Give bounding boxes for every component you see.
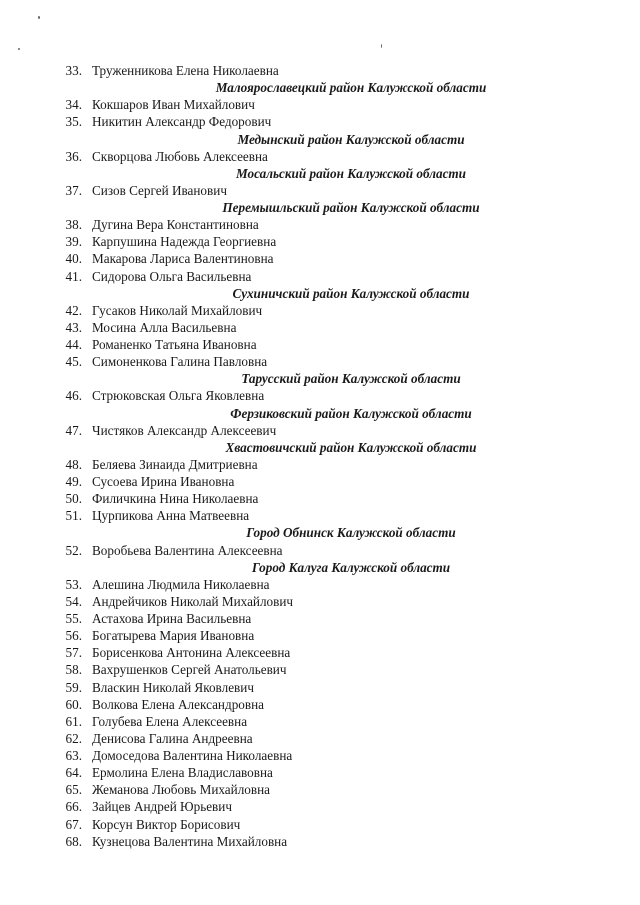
person-name: Карпушина Надежда Георгиевна (92, 234, 277, 250)
list-item (0, 696, 640, 713)
list-item (0, 833, 640, 850)
person-name: Кокшаров Иван Михайлович (92, 97, 255, 113)
list-item (0, 216, 640, 233)
person-name: Волкова Елена Александровна (92, 696, 265, 712)
district-header: Перемышльский район Калужской области (222, 200, 480, 215)
person-name: Астахова Ирина Васильевна (92, 611, 252, 626)
list-item (0, 781, 640, 798)
item-number: 35. (65, 114, 82, 130)
item-number: 45. (65, 354, 82, 370)
list-item (0, 542, 640, 559)
item-number: 65. (65, 782, 82, 798)
person-name: Цурпикова Анна Матвеевна (92, 508, 250, 524)
item-number: 48. (65, 456, 82, 472)
person-name: Сусоева Ирина Ивановна (92, 474, 235, 489)
list-item (0, 62, 640, 79)
item-number: 51. (65, 508, 82, 524)
item-number: 42. (65, 302, 82, 318)
person-name: Зайцев Андрей Юрьевич (92, 799, 232, 815)
list-item (0, 576, 640, 593)
person-name: Романенко Татьяна Ивановна (92, 337, 257, 352)
item-number: 58. (65, 662, 82, 678)
person-name: Симоненкова Галина Павловна (92, 354, 268, 370)
item-number: 59. (65, 679, 82, 695)
list-item (0, 713, 640, 730)
item-number: 66. (65, 799, 82, 815)
list-item (0, 610, 640, 627)
item-number: 46. (65, 388, 82, 404)
participant-list (0, 62, 640, 850)
person-name: Андрейчиков Николай Михайлович (92, 593, 294, 609)
person-name: Макарова Лариса Валентиновна (92, 251, 274, 267)
item-number: 64. (65, 765, 82, 781)
person-name: Богатырева Мария Ивановна (92, 628, 255, 644)
item-number: 44. (65, 337, 82, 352)
list-item (0, 422, 640, 439)
item-number: 47. (65, 422, 82, 438)
list-item (0, 627, 640, 644)
district-header: Хвастовичский район Калужской области (225, 439, 477, 455)
person-name: Домоседова Валентина Николаевна (92, 748, 293, 763)
item-number: 33. (65, 63, 82, 78)
item-number: 61. (65, 713, 82, 729)
item-number: 68. (65, 833, 82, 849)
list-item (0, 730, 640, 747)
list-item (0, 250, 640, 267)
person-name: Филичкина Нина Николаевна (92, 491, 259, 507)
list-item (0, 661, 640, 678)
person-name: Воробьева Валентина Алексеевна (92, 542, 283, 558)
item-number: 37. (65, 182, 82, 198)
scan-speck (18, 48, 20, 50)
district-header: Город Обнинск Калужской области (246, 525, 456, 541)
list-item (0, 456, 640, 473)
district-header: Тарусский район Калужской области (241, 371, 461, 387)
person-name: Чистяков Александр Алексеевич (92, 422, 277, 438)
person-name: Сизов Сергей Иванович (92, 182, 227, 198)
item-number: 38. (65, 217, 82, 233)
list-item (0, 764, 640, 781)
list-item (0, 182, 640, 199)
list-item (0, 353, 640, 370)
person-name: Труженникова Елена Николаевна (92, 63, 279, 78)
list-item (0, 593, 640, 610)
item-number: 43. (65, 319, 82, 335)
district-header: Сухиничский район Калужской области (232, 285, 470, 301)
person-name: Денисова Галина Андреевна (92, 730, 253, 746)
person-name: Гусаков Николай Михайлович (92, 302, 263, 318)
item-number: 50. (65, 491, 82, 507)
item-number: 41. (65, 268, 82, 284)
list-item (0, 387, 640, 404)
list-item (0, 490, 640, 507)
person-name: Кузнецова Валентина Михайловна (92, 833, 288, 849)
list-item (0, 473, 640, 490)
list-item (0, 268, 640, 285)
scan-speck (381, 44, 382, 48)
person-name: Голубева Елена Алексеевна (92, 713, 248, 729)
person-name: Скворцова Любовь Алексеевна (92, 148, 268, 164)
district-header: Город Калуга Калужской области (251, 559, 451, 575)
person-name: Беляева Зинаида Дмитриевна (92, 456, 258, 472)
person-name: Жеманова Любовь Михайловна (92, 782, 271, 798)
list-item (0, 644, 640, 661)
list-item (0, 747, 640, 764)
person-name: Власкин Николай Яковлевич (92, 679, 254, 695)
list-item (0, 336, 640, 353)
list-item (0, 96, 640, 113)
item-number: 63. (65, 748, 82, 763)
list-item (0, 113, 640, 130)
list-item (0, 798, 640, 815)
district-header: Медынский район Калужской области (237, 131, 465, 147)
list-item (0, 233, 640, 250)
person-name: Ермолина Елена Владиславовна (92, 765, 273, 781)
list-item (0, 507, 640, 524)
person-name: Стрюковская Ольга Яковлевна (92, 388, 265, 404)
item-number: 36. (65, 148, 82, 164)
item-number: 54. (65, 593, 82, 609)
person-name: Сидорова Ольга Васильевна (92, 268, 252, 284)
item-number: 53. (65, 576, 82, 592)
district-header: Ферзиковский район Калужской области (230, 405, 472, 421)
person-name: Борисенкова Антонина Алексеевна (92, 645, 291, 661)
district-header: Мосальский район Калужской области (235, 165, 467, 181)
item-number: 67. (65, 816, 82, 832)
person-name: Никитин Александр Федорович (92, 114, 272, 130)
person-name: Алешина Людмила Николаевна (92, 576, 270, 592)
item-number: 62. (65, 730, 82, 746)
list-item (0, 319, 640, 336)
scan-speck (38, 16, 40, 19)
district-header: Малоярославецкий район Калужской области (215, 80, 487, 96)
item-number: 52. (65, 542, 82, 558)
list-item (0, 148, 640, 165)
item-number: 55. (65, 611, 82, 626)
person-name: Мосина Алла Васильевна (92, 319, 237, 335)
item-number: 49. (65, 474, 82, 489)
item-number: 57. (65, 645, 82, 661)
item-number: 39. (65, 234, 82, 250)
list-item (0, 816, 640, 833)
person-name: Корсун Виктор Борисович (92, 816, 241, 832)
person-name: Вахрушенков Сергей Анатольевич (92, 662, 287, 678)
item-number: 60. (65, 696, 82, 712)
item-number: 34. (65, 97, 82, 113)
list-item (0, 302, 640, 319)
person-name: Дугина Вера Константиновна (92, 217, 259, 233)
item-number: 40. (65, 251, 82, 267)
list-item (0, 679, 640, 696)
item-number: 56. (65, 628, 82, 644)
